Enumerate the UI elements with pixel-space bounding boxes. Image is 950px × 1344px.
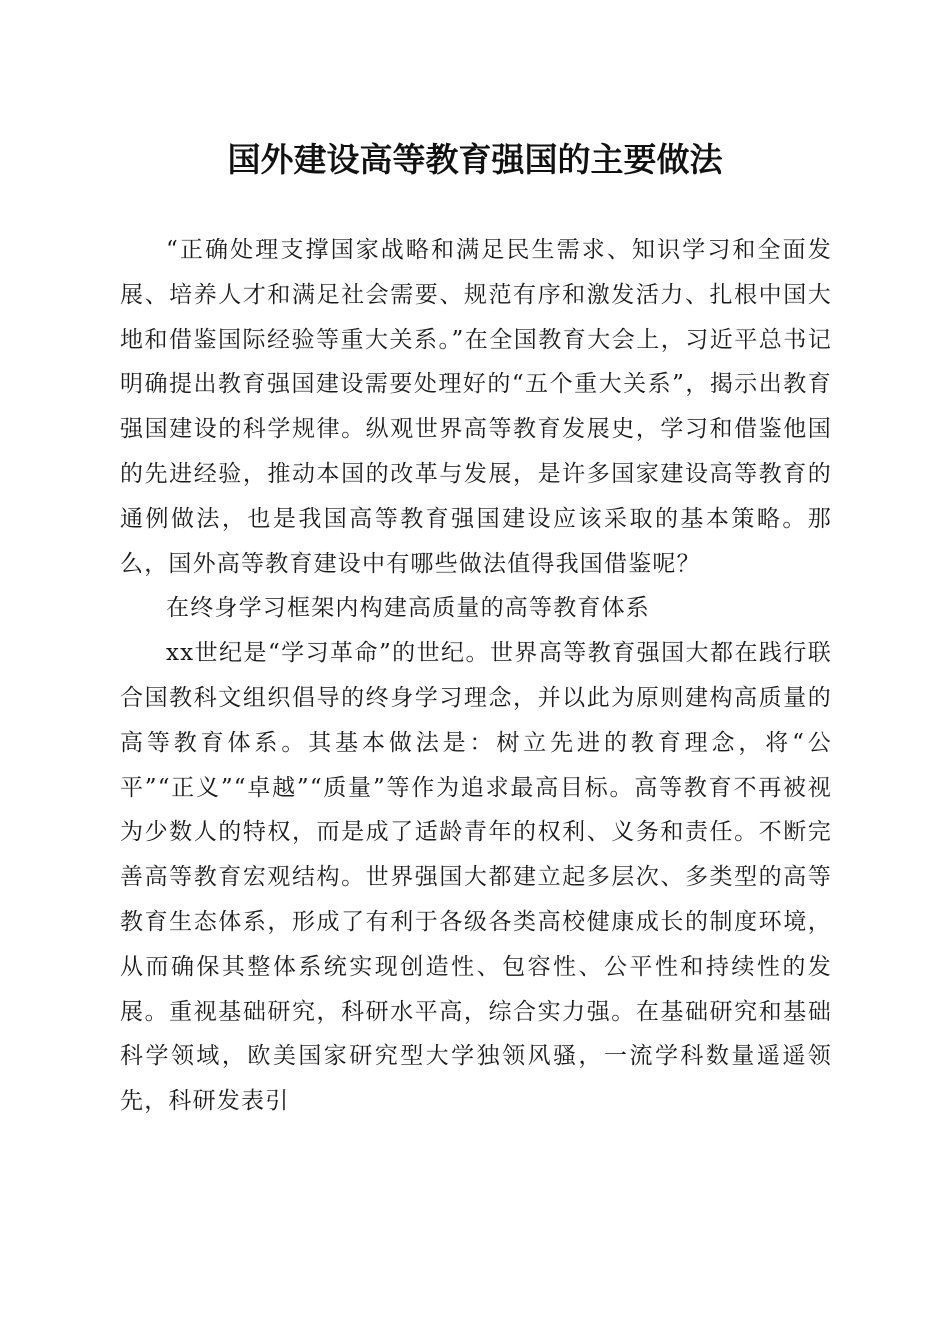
- paragraph-lifelong-learning: xx世纪是“学习革命”的世纪。世界高等教育强国大都在践行联合国教科文组织倡导的终身学习理念，并以此为原则建构高质量的高等教育体系。其基本做法是：树立先进的教育理念，将“公平”“正义”“卓越”“质量”等作为追求最高目标。高等教育不再被视为少数人的特权，而是成了适龄青年的权利、义务和责任。不断完善高等教育宏观结构。世界强国大都建立起多层次、多类型的高等教育生态体系，形成了有利于各级各类高校健康成长的制度环境，从而确保其整体系统实现创造性、包容性、公平性和持续性的发展。重视基础研究，科研水平高，综合实力强。在基础研究和基础科学领域，欧美国家研究型大学独领风骚，一流学科数量遥遥领先，科研发表引: [120, 640, 832, 1115]
- paragraph-intro: “正确处理支撑国家战略和满足民生需求、知识学习和全面发展、培养人才和满足社会需要、规范有序和激发活力、扎根中国大地和借鉴国际经验等重大关系。”在全国教育大会上，习近平总书记明确提出教育强国建设需要处理好的“五个重大关系”，揭示出教育强国建设的科学规律。纵观世界高等教育发展史，学习和借鉴他国的先进经验，推动本国的改革与发展，是许多国家建设高等教育的通例做法，也是我国高等教育强国建设应该采取的基本策略。那么，国外高等教育建设中有哪些做法值得我国借鉴呢？: [120, 237, 832, 577]
- document-title: 国外建设高等教育强国的主要做法: [227, 140, 723, 179]
- document-body: [120, 228, 832, 1124]
- section-heading: 在终身学习框架内构建高质量的高等教育体系: [166, 595, 650, 622]
